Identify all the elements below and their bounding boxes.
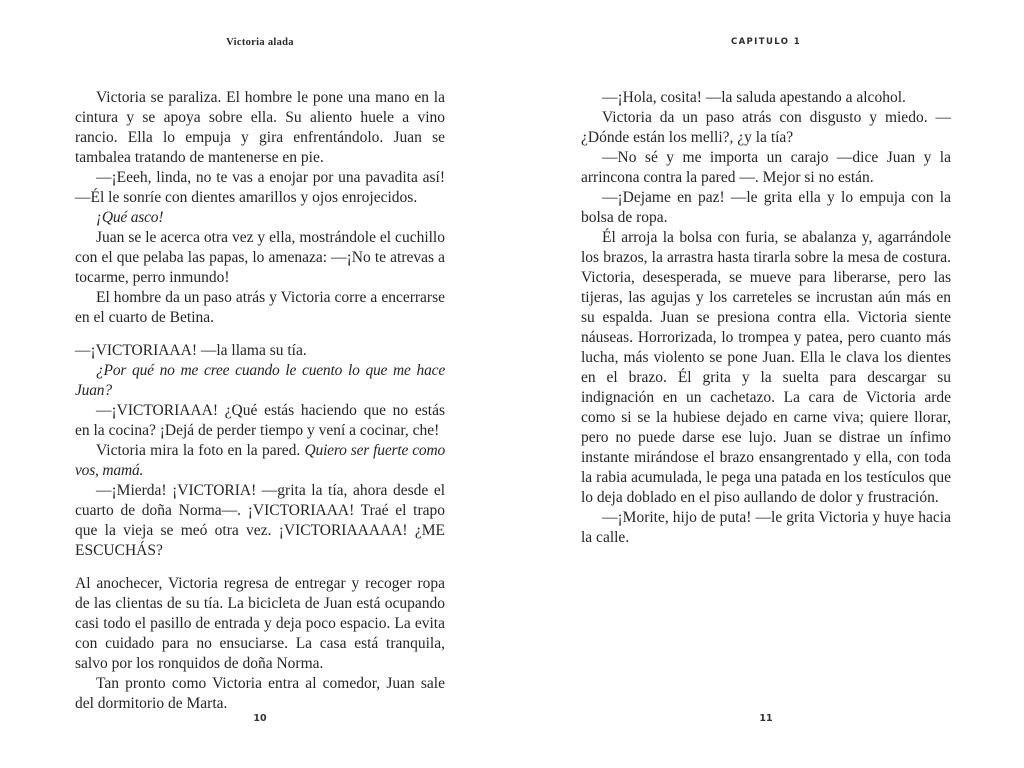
text-run: Victoria da un paso atrás con disgusto y miedo. —¿Dónde están los melli?, ¿y la tía? [581,109,951,146]
text-run: —¡Mierda! ¡VICTORIA! —grita la tía, ahora desde el cuarto de doña Norma—. ¡VICTORIAAA! Traé el trapo que la vieja se meó otra vez. ¡VICTORIAAAAA! ¿ME ESCUCHÁS? [75,482,445,559]
running-head-book-title: Victoria alada [226,37,294,48]
paragraph [75,208,445,228]
running-head-chapter-title: CAPITULO 1 [730,37,802,47]
paragraph [581,228,951,508]
paragraph [581,148,951,188]
paragraph [75,288,445,328]
text-run: Juan se le acerca otra vez y ella, mostrándole el cuchillo con el que pelaba las papas, lo amenaza: —¡No te atrevas a tocarme, perro inmundo! [75,229,445,286]
text-run: —¡Eeeh, linda, no te vas a enojar por una pavadita así! —Él le sonríe con dientes amarillos y ojos enrojecidos. [75,169,445,206]
page-number-right: 11 [759,713,773,724]
text-run: —No sé y me importa un carajo —dice Juan y la arrincona contra la pared —. Mejor si no están. [581,149,951,186]
paragraph [75,361,445,401]
paragraph [75,341,445,361]
page-left [75,0,445,768]
page-number-left: 10 [253,713,267,724]
text-run: —¡VICTORIAAA! —la llama su tía. [75,342,307,359]
text-run: Él arroja la bolsa con furia, se abalanza y, agarrándole los brazos, la arrastra hasta tirarla sobre la mesa de costura. Victoria, desesperada, se mueve para liberarse, pero las tijeras, las agujas y los carreteles se incrustan aún más en su espalda. Juan se presiona contra ella. Victoria siente náuseas. Horrorizada, lo trompea y patea, pero cuanto más lucha, más violento se pone Juan. Ella le clava los dientes en el brazo. Él grita y la suelta para descargar su indignación en un cachetazo. La cara de Victoria arde como si se la hubiese dejado en carne viva; quiere llorar, pero no puede darse ese lujo. Juan se distrae un ínfimo instante mirándose el brazo ensangrentado y ella, con toda la rabia acumulada, le pega una patada en los testículos que lo deja doblado en el piso aullando de dolor y frustración. [581,229,951,506]
paragraph [75,481,445,561]
text-run: El hombre da un paso atrás y Victoria corre a encerrarse en el cuarto de Betina. [75,289,445,326]
paragraph [75,228,445,288]
paragraph [75,674,445,714]
text-run: —¡Morite, hijo de puta! —le grita Victoria y huye hacia la calle. [581,509,951,546]
italic-text-run: ¿Por qué no me cree cuando le cuento lo que me hace Juan? [75,362,445,399]
page-body-left [75,88,445,714]
text-run: —¡Hola, cosita! —la saluda apestando a alcohol. [602,89,906,106]
paragraph [581,108,951,148]
text-run: —¡VICTORIAAA! ¿Qué estás haciendo que no estás en la cocina? ¡Dejá de perder tiempo y vení a cocinar, che! [75,402,445,439]
paragraph [581,88,951,108]
italic-text-run: ¡Qué asco! [96,209,164,226]
page-right [581,0,951,768]
paragraph [75,441,445,481]
text-run: —¡Dejame en paz! —le grita ella y lo empuja con la bolsa de ropa. [581,189,951,226]
text-run: Victoria se paraliza. El hombre le pone una mano en la cintura y se apoya sobre ella. Su aliento huele a vino rancio. Ella lo empuja y gira enfrentándolo. Juan se tambalea tratando de mantenerse en pie. [75,89,445,166]
paragraph [581,508,951,548]
paragraph [75,168,445,208]
text-run: Al anochecer, Victoria regresa de entregar y recoger ropa de las clientas de su tía. La bicicleta de Juan está ocupando casi todo el pasillo de entrada y deja poco espacio. La evita con cuidado para no ensuciarse. La casa está tranquila, salvo por los ronquidos de doña Norma. [75,575,445,672]
paragraph [581,188,951,228]
page-body-right [581,88,951,548]
text-run: Tan pronto como Victoria entra al comedor, Juan sale del dormitorio de Marta. [75,675,445,712]
italic-text-run: Quiero ser fuerte como vos, mamá. [75,442,445,479]
paragraph [75,88,445,168]
text-run: Victoria mira la foto en la pared. [96,442,305,459]
paragraph [75,401,445,441]
paragraph [75,574,445,674]
